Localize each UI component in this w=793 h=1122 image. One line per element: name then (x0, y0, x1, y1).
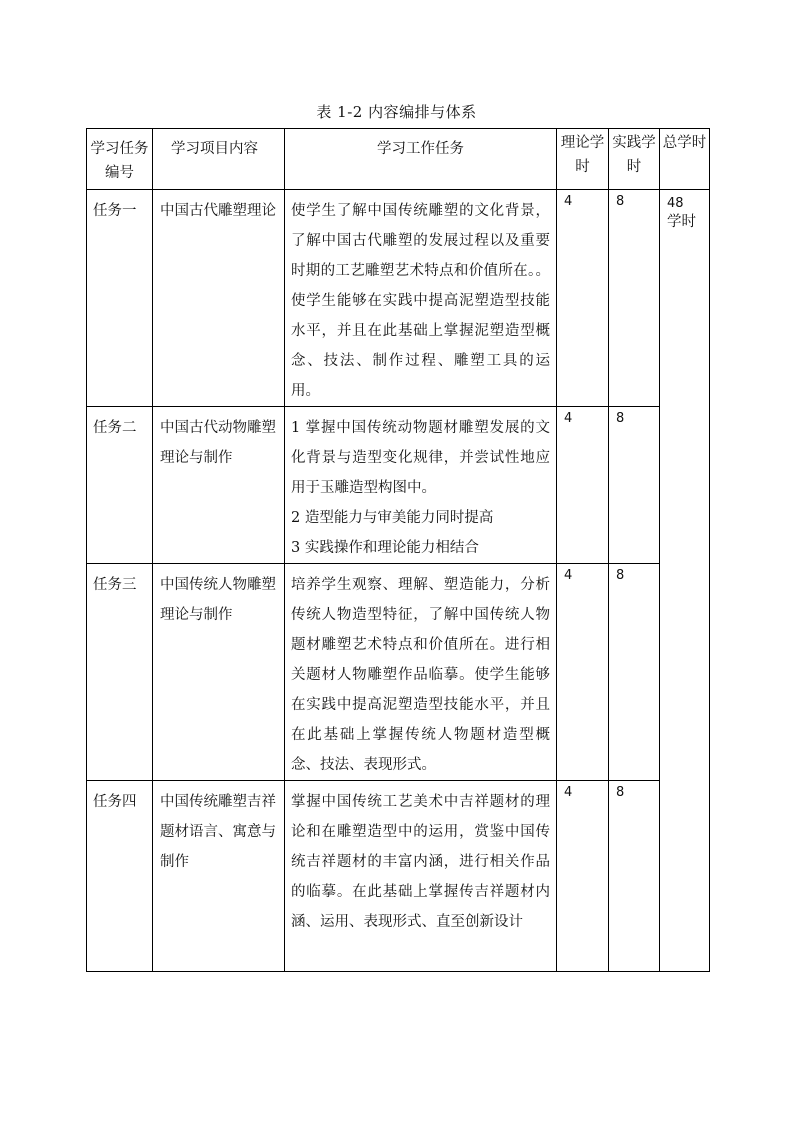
header-work-task: 学习工作任务 (285, 129, 557, 190)
total-hours-value: 48 (667, 196, 684, 211)
header-project (153, 129, 285, 190)
work-task-cell (285, 564, 557, 781)
practice-hours-cell: 8 (609, 407, 660, 564)
task-id-cell: 任务二 (87, 407, 153, 564)
theory-hours-cell: 4 (557, 781, 609, 972)
table-row (87, 781, 710, 972)
content-arrangement-table (86, 128, 710, 972)
work-task-text: 掌握中国传统工艺美术中吉祥题材的理论和在雕塑造型中的运用，赏鉴中国传统吉祥题材的丰富内涵，进行相关作品的临摹。在此基础上掌握传吉祥题材内涵、运用、表现形式、直至创新设计 (291, 794, 550, 930)
task-id-cell: 任务三 (87, 564, 153, 781)
task-id-cell: 任务四 (87, 781, 153, 972)
project-cell: 中国传统雕塑吉祥题材语言、寓意与制作 (153, 781, 285, 972)
practice-hours-cell: 8 (609, 190, 660, 407)
task-id-cell: 任务一 (87, 190, 153, 407)
practice-hours-cell: 8 (609, 781, 660, 972)
work-task-text: 3 实践操作和理论能力相结合 (291, 540, 479, 556)
work-task-text: 1 掌握中国传统动物题材雕塑发展的文化背景与造型变化规律，并尝试性地应用于玉雕造型构图中。 (291, 420, 550, 496)
table-row (87, 407, 710, 564)
work-task-cell (285, 190, 557, 407)
theory-hours-cell: 4 (557, 564, 609, 781)
header-practice-hours: 实践学时 (609, 129, 660, 190)
table-row (87, 564, 710, 781)
header-project-label: 学习项目内容 (171, 141, 258, 157)
theory-hours-cell: 4 (557, 190, 609, 407)
table-row (87, 190, 710, 407)
project-cell: 中国传统人物雕塑理论与制作 (153, 564, 285, 781)
work-task-cell (285, 781, 557, 972)
table-header-row (87, 129, 710, 190)
work-task-text: 2 造型能力与审美能力同时提高 (291, 510, 494, 526)
table-caption: 表 1-2 内容编排与体系 (316, 103, 477, 121)
header-total-hours: 总学时 (660, 129, 710, 190)
theory-hours-cell: 4 (557, 407, 609, 564)
total-hours-unit: 学时 (667, 214, 696, 230)
project-cell: 中国古代动物雕塑理论与制作 (153, 407, 285, 564)
work-task-text: 使学生了解中国传统雕塑的文化背景，了解中国古代雕塑的发展过程以及重要时期的工艺雕塑艺术特点和价值所在。。使学生能够在实践中提高泥塑造型技能水平，并且在此基础上掌握泥塑造型概念、技法、制作过程、雕塑工具的运用。 (291, 203, 550, 399)
work-task-text: 培养学生观察、理解、塑造能力，分析传统人物造型特征，了解中国传统人物题材雕塑艺术特点和价值所在。进行相关题材人物雕塑作品临摹。使学生能够在实践中提高泥塑造型技能水平，并且在此基础上掌握传统人物题材造型概念、技法、表现形式。 (291, 577, 550, 773)
header-theory-hours: 理论学时 (557, 129, 609, 190)
total-hours-cell (660, 190, 710, 972)
practice-hours-cell: 8 (609, 564, 660, 781)
header-task-id: 学习任务编号 (87, 129, 153, 190)
project-cell: 中国古代雕塑理论 (153, 190, 285, 407)
work-task-cell (285, 407, 557, 564)
